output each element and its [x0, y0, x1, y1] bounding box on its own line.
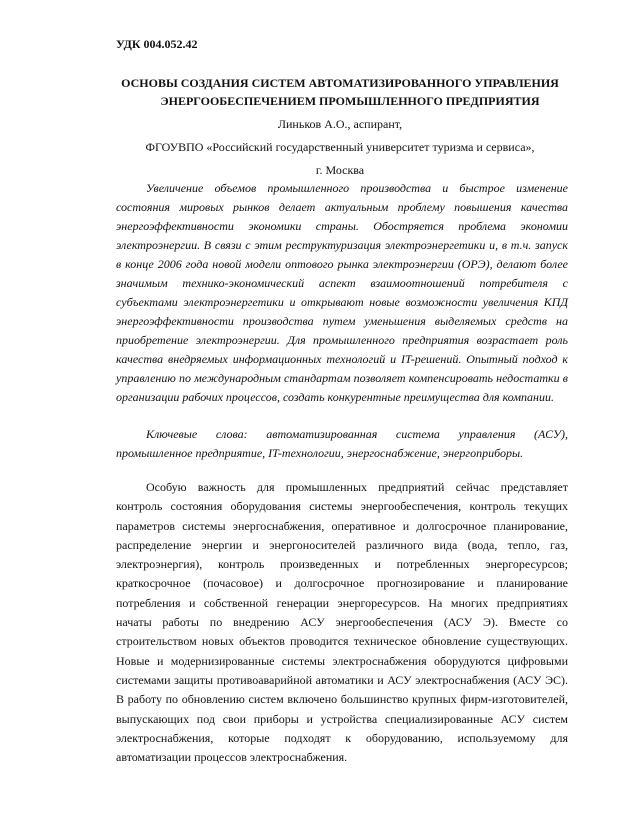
- body-paragraph: Особую важность для промышленных предприятий сейчас представляет контроль состояния оборудования системы энергообеспечения, контроль текущих параметров системы энергоснабжения, оперативное и долгосрочное планирование, распределение энергии и энергоносителей различного вида (вода, тепло, газ, электроэнергия), контроль произведенных и потребленных энергоресурсов; краткосрочное (почасовое) и долгосрочное прогнозирование и планирование потребления и собственной генерации энергоресурсов. На многих предприятиях начаты работы по внедрению АСУ энергообеспечения (АСУ Э). Вместе со строительством новых объектов проводится техническое обновление существующих. Новые и модернизированные системы электроснабжения оборудуются цифровыми системами защиты противоаварийной автоматики и АСУ электроснабжения (АСУ ЭС). В работу по обновлению систем включено большинство крупных фирм-изготовителей, выпускающих под свои приборы и устройства специализированные АСУ систем электроснабжения, которые подходят к оборудованию, используемому для автоматизации процессов электроснабжения.: [116, 480, 568, 765]
- paper-title-line-1: ОСНОВЫ СОЗДАНИЯ СИСТЕМ АВТОМАТИЗИРОВАННОГО УПРАВЛЕНИЯ: [121, 76, 559, 90]
- organization-line: ФГОУВПО «Российский государственный университет туризма и сервиса»,: [145, 140, 535, 154]
- keywords-paragraph: Ключевые слова: автоматизированная система управления (АСУ), промышленное предприятие, IT-технологии, энергоснабжение, энергоприборы.: [116, 427, 568, 460]
- paper-title-line-2: ЭНЕРГООБЕСПЕЧЕНИЕМ ПРОМЫШЛЕННОГО ПРЕДПРИЯТИЯ: [160, 94, 540, 108]
- city-line: г. Москва: [315, 163, 365, 177]
- udk-code: УДК 004.052.42: [116, 37, 198, 51]
- author-line: Линьков А.О., аспирант,: [277, 117, 403, 131]
- abstract-paragraph: Увеличение объемов промышленного производства и быстрое изменение состояния мировых рынков делает актуальным проблему повышения качества энергоэффективности экономики страны. Обостряется проблема экономии электроэнергии. В связи с этим реструктуризация электроэнергетики и, в т.ч. запуск в конце 2006 года новой модели оптового рынка электроэнергии (ОРЭ), делают более значимым технико-экономический аспект взаимоотношений потребителя с субъектами электроэнергетики и открывают новые возможности увеличения КПД энергоэффективности производства путем уменьшения выделяемых средств на приобретение электроэнергии. Для промышленного предприятия возрастает роль качества внедряемых информационных технологий и IT-решений. Опытный подход к управлению по международным стандартам позволяет компенсировать недостатки в организации рабочих процессов, создать конкурентные преимущества для компании.: [116, 181, 568, 404]
